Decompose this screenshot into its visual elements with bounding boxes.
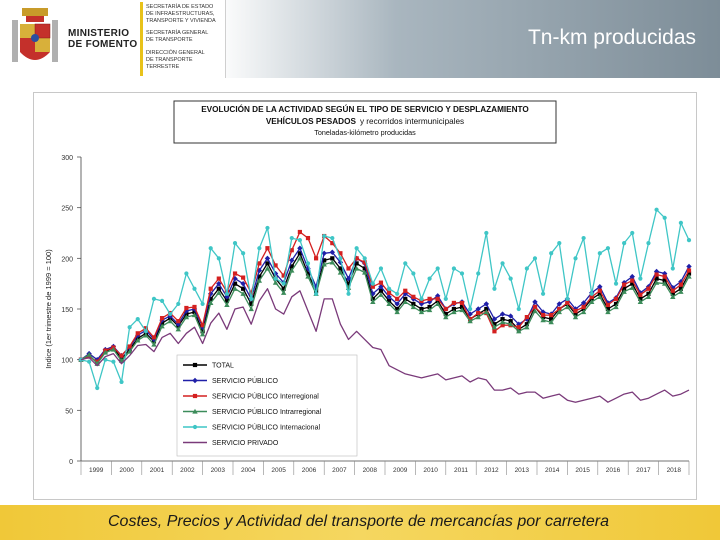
data-point	[557, 241, 561, 245]
data-point	[371, 282, 375, 286]
data-point	[509, 277, 513, 281]
org-line-4: SECRETARÍA GENERAL	[146, 30, 209, 36]
series-servicio-publico-intrarregional	[78, 256, 691, 366]
data-point	[249, 306, 254, 311]
data-point	[427, 277, 431, 281]
data-point	[306, 236, 310, 240]
data-point	[265, 226, 269, 230]
legend-label: SERVICIO PRIVADO	[212, 440, 279, 447]
legend-marker	[193, 394, 197, 398]
data-point	[646, 287, 650, 291]
data-point	[411, 295, 415, 299]
data-point	[298, 238, 302, 242]
data-point	[192, 287, 196, 291]
x-tick-label: 2013	[514, 467, 530, 474]
data-point	[225, 292, 229, 296]
data-point	[533, 256, 537, 260]
data-point	[152, 297, 156, 301]
x-tick-label: 2008	[362, 467, 378, 474]
data-point	[500, 261, 504, 265]
data-point	[686, 264, 691, 269]
data-point	[119, 354, 123, 358]
org-line-1: SECRETARÍA DE ESTADO	[146, 4, 214, 10]
org-line-6: DIRECCIÓN GENERAL	[146, 50, 205, 56]
org-line-5: DE TRANSPORTE	[146, 37, 193, 43]
data-point	[119, 380, 123, 384]
legend-label: SERVICIO PÚBLICO	[212, 378, 279, 385]
data-point	[314, 292, 318, 296]
data-point	[598, 251, 602, 255]
data-point	[387, 287, 391, 291]
ministry-logo-block	[0, 0, 226, 78]
legend-label: SERVICIO PÚBLICO Intrarregional	[212, 409, 322, 416]
data-point	[403, 289, 407, 293]
legend-label: SERVICIO PÚBLICO Interregional	[212, 393, 319, 401]
legend-label: SERVICIO PÚBLICO Internacional	[212, 424, 321, 432]
data-point	[355, 246, 359, 250]
data-point	[160, 299, 164, 303]
data-point	[87, 360, 91, 364]
x-tick-label: 2004	[240, 467, 256, 474]
data-point	[184, 306, 188, 310]
data-point	[663, 274, 667, 278]
data-point	[322, 234, 326, 238]
data-point	[419, 297, 423, 301]
data-point	[630, 279, 634, 283]
data-point	[541, 313, 545, 317]
legend	[177, 355, 357, 456]
x-tick-label: 2002	[180, 467, 195, 474]
data-point	[144, 329, 148, 333]
org-line-3: TRANSPORTE Y VIVIENDA	[146, 18, 216, 24]
data-point	[209, 287, 213, 291]
x-tick-label: 2012	[484, 467, 499, 474]
data-point	[257, 246, 261, 250]
data-point	[330, 236, 334, 240]
slide-title: Tn-km producidas	[527, 26, 696, 49]
data-point	[176, 302, 180, 306]
yellow-divider	[140, 2, 143, 76]
ministry-name-line1: MINISTERIO	[68, 28, 130, 39]
data-point	[638, 277, 642, 281]
data-point	[614, 282, 618, 286]
header-bar	[0, 0, 720, 78]
series-total	[79, 251, 691, 365]
data-point	[549, 313, 553, 317]
data-point	[614, 297, 618, 301]
data-point	[484, 231, 488, 235]
data-point	[630, 231, 634, 235]
chart-title-line2	[266, 116, 464, 126]
data-point	[314, 256, 318, 260]
data-point	[492, 287, 496, 291]
x-tick-label: 2009	[392, 467, 408, 474]
coat-of-arms-icon	[8, 6, 62, 70]
data-point	[427, 297, 431, 301]
data-point	[184, 271, 188, 275]
data-point	[468, 307, 472, 311]
data-point	[249, 297, 253, 301]
x-tick-label: 2007	[332, 467, 347, 474]
data-point	[209, 246, 213, 250]
data-point	[346, 266, 350, 270]
chart-title-line1: EVOLUCIÓN DE LA ACTIVIDAD SEGÚN EL TIPO DE SERVICIO Y DESPLAZAMIENTO	[201, 105, 529, 114]
x-tick-label: 2018	[666, 467, 682, 474]
data-point	[233, 271, 237, 275]
data-point	[411, 271, 415, 275]
data-point	[663, 216, 667, 220]
data-point	[565, 297, 569, 301]
y-tick-label: 250	[61, 205, 73, 213]
series-servicio-privado	[81, 289, 689, 403]
chart-title-line2-rest: y recorridos intermunicipales	[359, 117, 465, 126]
data-point	[444, 307, 448, 311]
data-point	[282, 282, 286, 286]
data-point	[582, 305, 586, 309]
data-point	[525, 315, 529, 319]
data-point	[128, 325, 132, 329]
data-point	[265, 246, 269, 250]
x-tick-label: 2011	[454, 467, 468, 474]
data-point	[646, 241, 650, 245]
chart-title-line3: Toneladas-kilómetro producidas	[314, 128, 416, 137]
footer-caption: Costes, Precios y Actividad del transporte de mercancías por carretera	[108, 513, 609, 530]
data-point	[201, 302, 205, 306]
data-point	[452, 266, 456, 270]
data-point	[525, 266, 529, 270]
data-point	[379, 266, 383, 270]
x-tick-label: 2017	[636, 467, 651, 474]
data-point	[687, 238, 691, 242]
series-layer	[78, 208, 691, 403]
y-tick-label: 100	[61, 357, 73, 365]
x-tick-label: 2015	[575, 467, 590, 474]
data-point	[387, 291, 391, 295]
data-point	[622, 241, 626, 245]
data-point	[395, 297, 399, 301]
data-point	[233, 241, 237, 245]
org-line-7: DE TRANSPORTE	[146, 57, 193, 63]
data-point	[606, 246, 610, 250]
data-point	[517, 307, 521, 311]
data-point	[654, 272, 658, 276]
data-point	[622, 283, 626, 287]
data-point	[217, 277, 221, 281]
y-tick-label: 0	[69, 459, 73, 466]
series-line	[81, 289, 689, 403]
y-tick-label: 200	[61, 256, 73, 264]
y-axis-label: Indice (1er trimestre de 1999 = 100)	[44, 249, 53, 369]
data-point	[338, 256, 342, 260]
data-point	[290, 236, 294, 240]
data-point	[160, 316, 164, 320]
data-point	[273, 277, 277, 281]
y-tick-label: 50	[65, 408, 73, 416]
data-point	[460, 301, 464, 305]
data-point	[671, 289, 675, 293]
data-point	[573, 256, 577, 260]
ministry-name	[68, 28, 137, 50]
x-tick-label: 2003	[210, 467, 226, 474]
legend-label: TOTAL	[212, 362, 234, 370]
x-tick-label: 2006	[301, 467, 317, 474]
chart-title-box	[174, 101, 556, 143]
data-point	[582, 236, 586, 240]
data-point	[671, 266, 675, 270]
data-point	[403, 261, 407, 265]
grid-and-axes	[61, 155, 689, 475]
data-point	[679, 283, 683, 287]
data-point	[136, 317, 140, 321]
organization-hierarchy	[140, 2, 224, 76]
data-point	[436, 297, 440, 301]
data-point	[687, 268, 691, 272]
x-tick-label: 2005	[271, 467, 286, 474]
data-point	[176, 319, 180, 323]
data-point	[241, 251, 245, 255]
data-point	[654, 208, 658, 212]
data-point	[541, 292, 545, 296]
data-point	[95, 386, 99, 390]
y-tick-label: 150	[61, 307, 73, 314]
data-point	[168, 312, 172, 316]
data-point	[152, 335, 156, 339]
data-point	[217, 256, 221, 260]
legend-marker	[193, 363, 197, 367]
x-tick-label: 1999	[88, 467, 104, 474]
x-tick-label: 2014	[544, 467, 560, 474]
data-point	[298, 230, 302, 234]
ministry-name-line2: DE FOMENTO	[68, 39, 138, 50]
data-point	[460, 271, 464, 275]
data-point	[257, 261, 261, 265]
data-point	[128, 344, 132, 348]
chart-title-line2-bold: VEHÍCULOS PESADOS	[265, 117, 356, 126]
data-point	[549, 251, 553, 255]
data-point	[590, 292, 594, 296]
data-point	[192, 305, 196, 309]
data-point	[444, 297, 448, 301]
data-point	[241, 275, 245, 279]
x-tick-label: 2016	[605, 467, 621, 474]
legend-marker	[193, 425, 197, 429]
data-point	[346, 292, 350, 296]
data-point	[436, 266, 440, 270]
data-point	[379, 281, 383, 285]
data-point	[606, 303, 610, 307]
org-line-8: TERRESTRE	[146, 64, 180, 70]
series-servicio-publico	[78, 246, 691, 363]
series-line	[81, 253, 689, 362]
data-point	[306, 261, 310, 265]
chart-frame	[33, 92, 697, 500]
line-chart	[34, 93, 696, 499]
data-point	[573, 309, 577, 313]
x-tick-label: 2001	[149, 467, 165, 474]
org-line-2: DE INFRAESTRUCTURAS,	[146, 11, 215, 17]
data-point	[136, 331, 140, 335]
data-point	[598, 289, 602, 293]
data-point	[452, 301, 456, 305]
x-tick-label: 2010	[423, 467, 438, 474]
data-point	[492, 329, 496, 333]
footer-bar	[0, 505, 720, 540]
y-tick-label: 300	[61, 155, 73, 162]
data-point	[363, 256, 367, 260]
data-point	[679, 221, 683, 225]
data-point	[111, 360, 115, 364]
data-point	[638, 293, 642, 297]
x-tick-label: 2000	[119, 467, 134, 474]
data-point	[395, 292, 399, 296]
data-point	[476, 271, 480, 275]
